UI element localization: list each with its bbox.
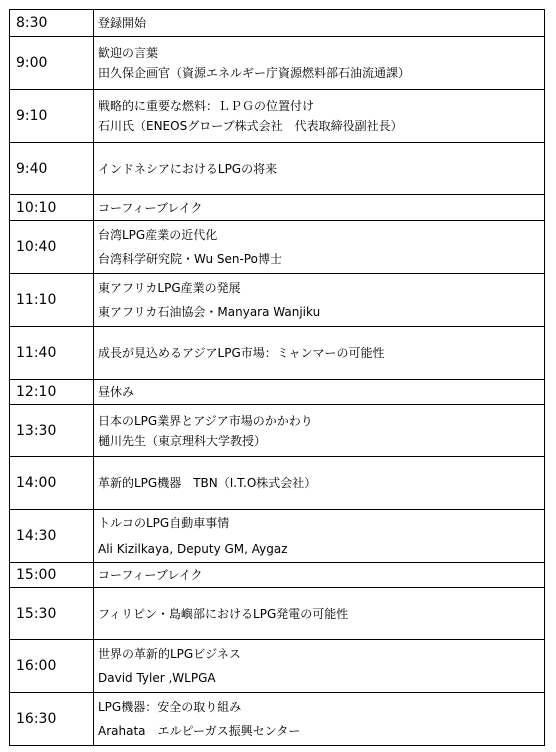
agenda-row xyxy=(10,274,545,327)
session-cell xyxy=(94,588,545,640)
session-time: 10:10 xyxy=(10,195,94,221)
session-speaker: Arahata エルピーガス振興センター xyxy=(98,724,301,738)
session-title: フィリピン・島嶼部におけるLPG発電の可能性 xyxy=(98,606,349,621)
session-cell xyxy=(94,37,545,90)
session-time: 8:30 xyxy=(10,10,94,37)
agenda-row xyxy=(10,221,545,274)
session-title: 歓迎の言葉 xyxy=(98,46,159,60)
session-cell xyxy=(94,693,545,746)
session-cell xyxy=(94,195,545,221)
session-time: 13:30 xyxy=(10,405,94,457)
session-title: 日本のLPG業界とアジア市場のかかわり xyxy=(98,413,313,428)
agenda-row xyxy=(10,588,545,640)
agenda-row xyxy=(10,143,545,195)
session-time: 11:40 xyxy=(10,327,94,380)
session-cell xyxy=(94,405,545,457)
session-cell xyxy=(94,10,545,37)
session-title: コーフィーブレイク xyxy=(98,200,203,215)
agenda-row xyxy=(10,640,545,693)
agenda-row xyxy=(10,510,545,563)
session-time: 12:10 xyxy=(10,380,94,405)
agenda-row xyxy=(10,90,545,143)
session-cell xyxy=(94,327,545,380)
session-speaker: 石川氏（ENEOSグローブ株式会社 代表取締役副社長） xyxy=(98,119,403,133)
session-cell xyxy=(94,221,545,274)
agenda-row xyxy=(10,405,545,457)
session-speaker: 台湾科学研究院・Wu Sen-Po博士 xyxy=(98,252,282,266)
session-cell xyxy=(94,510,545,563)
agenda-row xyxy=(10,327,545,380)
session-time: 15:30 xyxy=(10,588,94,640)
session-speaker: David Tyler ,WLPGA xyxy=(98,671,216,685)
session-time: 14:00 xyxy=(10,457,94,510)
session-time: 10:40 xyxy=(10,221,94,274)
session-speaker: Ali Kizilkaya, Deputy GM, Aygaz xyxy=(98,542,288,556)
session-title: 戦略的に重要な燃料：ＬＰＧの位置付け xyxy=(98,99,315,113)
session-time: 9:10 xyxy=(10,90,94,143)
session-cell xyxy=(94,563,545,588)
session-title: 東アフリカLPG産業の発展 xyxy=(98,281,241,295)
session-speaker: 東アフリカ石油協会・Manyara Wanjiku xyxy=(98,305,321,319)
session-time: 9:00 xyxy=(10,37,94,90)
session-time: 14:30 xyxy=(10,510,94,563)
agenda-row xyxy=(10,195,545,221)
session-title: 成長が見込めるアジアLPG市場：ミャンマーの可能性 xyxy=(98,346,385,360)
session-title: 登録開始 xyxy=(98,16,147,30)
session-title: トルコのLPG自動車事情 xyxy=(98,516,230,530)
agenda-row xyxy=(10,10,545,37)
session-cell xyxy=(94,457,545,510)
agenda-row xyxy=(10,37,545,90)
session-title: 台湾LPG産業の近代化 xyxy=(98,228,218,242)
session-cell xyxy=(94,380,545,405)
agenda-row xyxy=(10,457,545,510)
agenda-table xyxy=(9,9,545,746)
session-cell xyxy=(94,143,545,195)
session-title: LPG機器：安全の取り組み xyxy=(98,700,242,714)
session-cell xyxy=(94,90,545,143)
session-time: 16:00 xyxy=(10,640,94,693)
session-cell xyxy=(94,640,545,693)
session-time: 11:10 xyxy=(10,274,94,327)
session-title: コーフィーブレイク xyxy=(98,568,203,582)
session-cell xyxy=(94,274,545,327)
session-time: 16:30 xyxy=(10,693,94,746)
agenda-row xyxy=(10,563,545,588)
session-title: 世界の革新的LPGビジネス xyxy=(98,647,241,661)
session-time: 15:00 xyxy=(10,563,94,588)
session-time: 9:40 xyxy=(10,143,94,195)
agenda-row xyxy=(10,380,545,405)
agenda-row xyxy=(10,693,545,746)
session-title: 革新的LPG機器 TBN（I.T.O株式会社） xyxy=(98,476,317,490)
session-speaker: 樋川先生（東京理科大学教授） xyxy=(98,433,267,448)
session-speaker: 田久保企画官（資源エネルギー庁資源燃料部石油流通課） xyxy=(98,66,411,80)
session-title: 昼休み xyxy=(98,385,135,399)
session-title: インドネシアにおけるLPGの将来 xyxy=(98,161,278,176)
